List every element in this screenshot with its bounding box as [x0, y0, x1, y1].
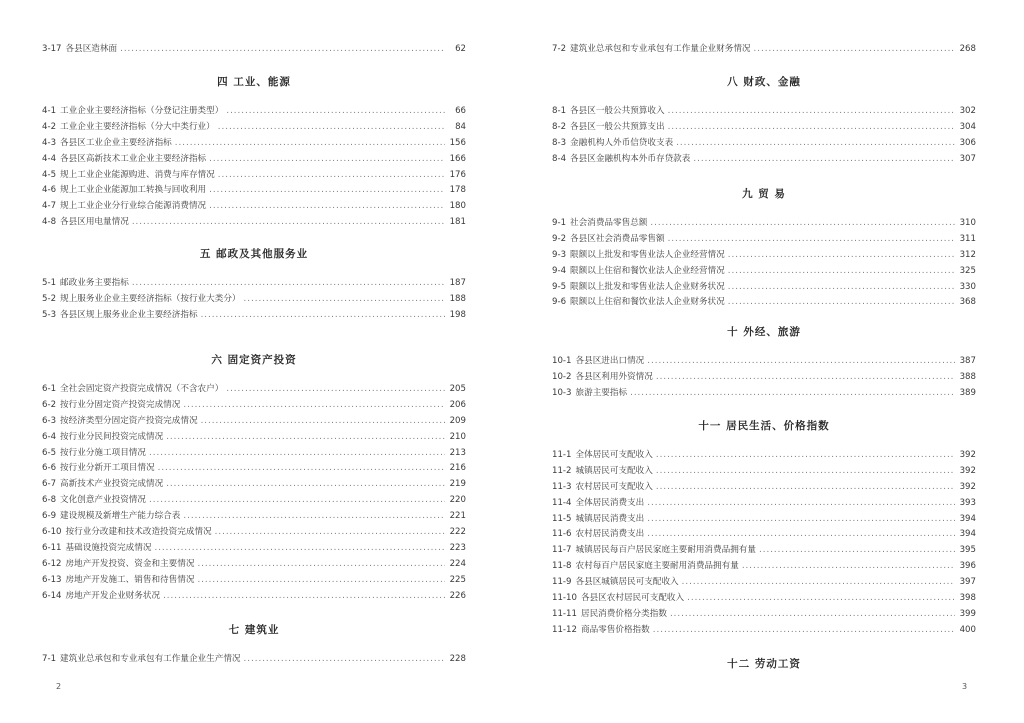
toc-entry[interactable]: [552, 248, 976, 264]
dot-leader: [668, 104, 955, 120]
toc-entry-title: 建筑业总承包和专业承包有工作量企业生产情况: [60, 654, 241, 664]
toc-entry-title: 限额以上批发和零售业法人企业经营情况: [570, 249, 725, 260]
toc-entry[interactable]: [42, 477, 466, 493]
dot-leader: [668, 120, 955, 136]
toc-entry-title: 规上工业企业能源购进、消费与库存情况: [60, 169, 215, 180]
toc-entry-number: 6-6: [42, 463, 57, 474]
toc-entry-page: 222: [449, 527, 466, 538]
toc-entry-title: 按行业分施工项目情况: [60, 447, 146, 458]
toc-entry-page: 400: [959, 624, 976, 635]
toc-entry-page: 178: [449, 185, 466, 196]
toc-section: [42, 622, 466, 668]
toc-entry[interactable]: [552, 527, 976, 543]
toc-entry[interactable]: [552, 591, 976, 607]
toc-entry[interactable]: [552, 280, 976, 296]
toc-entry[interactable]: [42, 414, 466, 430]
dot-leader: [754, 42, 955, 58]
toc-entry[interactable]: [552, 623, 976, 639]
toc-entry-page: 325: [959, 265, 976, 276]
toc-entry-number: 10-1: [552, 356, 572, 366]
dot-leader: [244, 652, 445, 668]
toc-entry[interactable]: [552, 232, 976, 248]
toc-entry-number: 6-1: [42, 384, 57, 394]
dot-leader: [183, 398, 445, 414]
dot-leader: [650, 216, 955, 232]
toc-entry[interactable]: [42, 461, 466, 477]
toc-entry-title: 全社会固定资产投资完成情况（不含农户）: [60, 384, 224, 394]
toc-entry-number: 4-3: [42, 137, 57, 148]
toc-entry-number: 11-8: [552, 561, 572, 572]
toc-entry[interactable]: [552, 42, 976, 58]
toc-entry-title: 全体居民消费支出: [575, 497, 645, 508]
toc-entry-page: 228: [449, 654, 466, 664]
toc-entry[interactable]: [552, 295, 976, 311]
dot-leader: [175, 136, 445, 152]
toc-entry-title: 限额以上住宿和餐饮业法人企业经营情况: [570, 265, 725, 276]
dot-leader: [226, 382, 445, 398]
toc-entry[interactable]: [552, 480, 976, 496]
toc-entry-title: 规上服务业企业主要经济指标（按行业大类分）: [60, 293, 241, 304]
dot-leader: [166, 477, 445, 493]
toc-entry-number: 4-1: [42, 106, 57, 116]
toc-entry[interactable]: [42, 398, 466, 414]
toc-section: [42, 74, 466, 231]
toc-entry-page: 392: [959, 450, 976, 460]
toc-entry-number: 10-3: [552, 387, 572, 398]
dot-leader: [728, 295, 955, 311]
toc-entry-title: 各县区利用外资情况: [575, 371, 653, 382]
toc-entry-title: 各县区一般公共预算收入: [570, 106, 665, 116]
dot-leader: [163, 589, 445, 605]
toc-entry-page: 198: [449, 309, 466, 320]
dot-leader: [209, 183, 445, 199]
section-heading: 四 工业、能源: [217, 76, 291, 88]
dot-leader: [676, 136, 955, 152]
toc-entry-title: 限额以上住宿和餐饮业法人企业财务状况: [570, 297, 725, 308]
dot-leader: [682, 575, 955, 591]
toc-entry-page: 392: [959, 465, 976, 476]
toc-entry-number: 11-4: [552, 497, 572, 508]
dot-leader: [742, 559, 955, 575]
toc-entry-page: 221: [449, 511, 466, 522]
toc-entry-page: 398: [959, 593, 976, 604]
toc-entry[interactable]: [42, 152, 466, 168]
section-heading: 十一 居民生活、价格指数: [698, 420, 830, 432]
toc-entry-title: 按行业分改建和技术改造投资完成情况: [65, 527, 212, 538]
toc-entry-title: 金融机构人外币信贷收支表: [570, 137, 674, 148]
toc-entry-number: 4-6: [42, 185, 57, 196]
dot-leader: [647, 512, 955, 528]
toc-entry-title: 全体居民可支配收入: [575, 450, 653, 460]
toc-entry-title: 工业企业主要经济指标（分大中类行业）: [60, 121, 215, 132]
dot-leader: [728, 280, 955, 296]
toc-entry-number: 8-3: [552, 137, 567, 148]
toc-entry-number: 5-1: [42, 278, 57, 288]
toc-entry-number: 5-2: [42, 293, 57, 304]
toc-entry-title: 各县区用电量情况: [60, 217, 129, 228]
toc-entry[interactable]: [42, 308, 466, 324]
toc-entry-number: 11-6: [552, 529, 572, 540]
toc-entry-title: 房地产开发投资、资金和主要情况: [65, 558, 195, 569]
toc-entry-page: 389: [959, 387, 976, 398]
toc-entry-page: 156: [449, 137, 466, 148]
dot-leader: [244, 292, 445, 308]
toc-entry-title: 文化创意产业投资情况: [60, 495, 146, 506]
toc-entry[interactable]: [42, 104, 466, 120]
toc-entry-number: 11-3: [552, 481, 572, 492]
dot-leader: [728, 264, 955, 280]
toc-entry-page: 330: [959, 281, 976, 292]
toc-entry[interactable]: [552, 104, 976, 120]
toc-entry-number: 11-2: [552, 465, 572, 476]
toc-entry-number: 9-6: [552, 297, 567, 308]
toc-entry-number: 4-4: [42, 153, 57, 164]
toc-entry-page: 306: [959, 137, 976, 148]
toc-entry-number: 6-9: [42, 511, 57, 522]
toc-entry-number: 5-3: [42, 309, 57, 320]
toc-entry-page: 304: [959, 121, 976, 132]
toc-entry-title: 农村居民可支配收入: [575, 481, 653, 492]
toc-entry[interactable]: [552, 216, 976, 232]
toc-entry-title: 各县区城镇居民可支配收入: [575, 577, 679, 588]
toc-entry-page: 387: [959, 356, 976, 366]
toc-entry[interactable]: [42, 42, 466, 58]
dot-leader: [132, 215, 445, 231]
toc-entry-number: 4-2: [42, 121, 57, 132]
toc-entry[interactable]: [552, 120, 976, 136]
toc-entry-page: 394: [959, 529, 976, 540]
toc-entry-page: 307: [959, 153, 976, 164]
toc-entry-page: 396: [959, 561, 976, 572]
toc-entry[interactable]: [552, 264, 976, 280]
dot-leader: [120, 42, 445, 58]
toc-entry-page: 393: [959, 497, 976, 508]
toc-entry-title: 规上工业企业分行业综合能源消费情况: [60, 201, 207, 212]
dot-leader: [201, 308, 445, 324]
toc-entry-title: 城镇居民每百户居民家庭主要耐用消费品拥有量: [575, 545, 756, 556]
toc-entry-page: 205: [449, 384, 466, 394]
toc-entry-number: 6-14: [42, 590, 62, 601]
toc-entry-page: 302: [959, 106, 976, 116]
toc-entry[interactable]: [42, 168, 466, 184]
dot-leader: [653, 623, 955, 639]
toc-entry-page: 84: [455, 121, 466, 132]
toc-entry[interactable]: [552, 386, 976, 402]
toc-entry-title: 建筑业总承包和专业承包有工作量企业财务情况: [570, 44, 751, 54]
toc-entry-page: 399: [959, 608, 976, 619]
toc-entry-page: 216: [449, 463, 466, 474]
toc-entry[interactable]: [552, 607, 976, 623]
toc-entry[interactable]: [552, 370, 976, 386]
toc-entry-title: 各县区造林面: [65, 44, 118, 54]
toc-entry-page: 176: [449, 169, 466, 180]
dot-leader: [158, 461, 445, 477]
toc-entry-number: 3-17: [42, 44, 62, 54]
toc-entry-page: 392: [959, 481, 976, 492]
toc-entry-page: 209: [449, 415, 466, 426]
section-heading: 六 固定资产投资: [211, 354, 297, 366]
toc-entry-number: 11-12: [552, 624, 577, 635]
toc-section: [552, 324, 976, 402]
toc-entry-number: 11-7: [552, 545, 572, 556]
toc-entry-title: 房地产开发施工、销售和待售情况: [65, 574, 195, 585]
dot-leader: [647, 496, 955, 512]
toc-entry-title: 社会消费品零售总额: [570, 218, 648, 228]
toc-entry-title: 农村每百户居民家庭主要耐用消费品拥有量: [575, 561, 739, 572]
toc-entry[interactable]: [552, 496, 976, 512]
toc-entry-title: 商品零售价格指数: [580, 624, 650, 635]
toc-entry-number: 6-13: [42, 574, 62, 585]
toc-entry-number: 4-8: [42, 217, 57, 228]
toc-entry-number: 6-10: [42, 527, 62, 538]
dot-leader: [218, 120, 445, 136]
dot-leader: [166, 430, 445, 446]
dot-leader: [647, 354, 955, 370]
dot-leader: [132, 276, 445, 292]
toc-entry-number: 11-1: [552, 450, 572, 460]
toc-entry-number: 9-4: [552, 265, 567, 276]
toc-entry-number: 6-3: [42, 415, 57, 426]
toc-entry[interactable]: [42, 652, 466, 668]
toc-entry-page: 180: [449, 201, 466, 212]
toc-entry-title: 建设规模及新增生产能力综合表: [60, 511, 181, 522]
right-page: [552, 0, 976, 723]
dot-leader: [218, 168, 445, 184]
dot-leader: [656, 464, 955, 480]
toc-entry-page: 226: [449, 590, 466, 601]
toc-entry[interactable]: [42, 382, 466, 398]
toc-entry-title: 各县区社会消费品零售额: [570, 233, 665, 244]
toc-entry-number: 9-5: [552, 281, 567, 292]
toc-entry-title: 按经济类型分固定资产投资完成情况: [60, 415, 198, 426]
toc-entry-number: 9-1: [552, 218, 567, 228]
toc-entry-number: 11-11: [552, 608, 577, 619]
toc-entry-number: 8-1: [552, 106, 567, 116]
toc-entry[interactable]: [42, 541, 466, 557]
toc-entry[interactable]: [42, 183, 466, 199]
toc-entry-page: 188: [449, 293, 466, 304]
dot-leader: [670, 607, 955, 623]
toc-entry-title: 各县区金融机构本外币存贷款表: [570, 153, 691, 164]
dot-leader: [197, 557, 445, 573]
toc-entry-page: 310: [959, 218, 976, 228]
toc-entry-number: 7-1: [42, 654, 57, 664]
toc-entry-number: 7-2: [552, 44, 567, 54]
dot-leader: [656, 480, 955, 496]
toc-continued-block: [42, 42, 466, 58]
dot-leader: [656, 448, 955, 464]
dot-leader: [197, 573, 445, 589]
toc-entry-title: 按行业分民间投资完成情况: [60, 431, 164, 442]
toc-entry-title: 房地产开发企业财务状况: [65, 590, 161, 601]
toc-entry-title: 限额以上批发和零售业法人企业财务状况: [570, 281, 725, 292]
toc-entry-number: 6-7: [42, 479, 57, 490]
right-page-number: 3: [962, 682, 968, 691]
toc-entry[interactable]: [42, 573, 466, 589]
toc-entry[interactable]: [42, 525, 466, 541]
dot-leader: [656, 370, 955, 386]
toc-entry-title: 按行业分新开工项目情况: [60, 463, 155, 474]
toc-entry-page: 368: [959, 297, 976, 308]
toc-entry[interactable]: [42, 557, 466, 573]
dot-leader: [226, 104, 445, 120]
toc-entry-number: 9-2: [552, 233, 567, 244]
toc-section: [552, 186, 976, 311]
dot-leader: [687, 591, 955, 607]
toc-entry-number: 8-4: [552, 153, 567, 164]
toc-entry-page: 397: [959, 577, 976, 588]
dot-leader: [215, 525, 445, 541]
toc-entry[interactable]: [42, 493, 466, 509]
toc-entry-page: 206: [449, 399, 466, 410]
dot-leader: [201, 414, 445, 430]
toc-entry-page: 62: [455, 44, 466, 54]
toc-entry-page: 394: [959, 513, 976, 524]
dot-leader: [693, 152, 955, 168]
dot-leader: [759, 543, 955, 559]
toc-section: [552, 656, 976, 686]
toc-section: [552, 74, 976, 168]
toc-entry-page: 224: [449, 558, 466, 569]
left-page-number: 2: [56, 682, 62, 691]
toc-entry-title: 各县区农村居民可支配收入: [580, 593, 685, 604]
dot-leader: [728, 248, 955, 264]
toc-entry[interactable]: [42, 136, 466, 152]
section-heading: 九 贸 易: [742, 188, 786, 200]
toc-entry-page: 268: [959, 44, 976, 54]
toc-entry-page: 187: [449, 278, 466, 288]
toc-entry[interactable]: [42, 215, 466, 231]
toc-entry-page: 213: [449, 447, 466, 458]
section-heading: 十 外经、旅游: [727, 326, 801, 338]
toc-entry-page: 220: [449, 495, 466, 506]
toc-entry-title: 邮政业务主要指标: [60, 278, 129, 288]
toc-entry[interactable]: [42, 509, 466, 525]
toc-entry-title: 各县区一般公共预算支出: [570, 121, 665, 132]
section-heading: 八 财政、金融: [727, 76, 801, 88]
toc-entry-title: 基础设施投资完成情况: [65, 542, 152, 553]
toc-entry-number: 6-8: [42, 495, 57, 506]
toc-entry-number: 6-4: [42, 431, 57, 442]
toc-entry-number: 11-9: [552, 577, 572, 588]
section-heading: 十二 劳动工资: [727, 658, 801, 670]
toc-entry-page: 223: [449, 542, 466, 553]
toc-entry-number: 6-12: [42, 558, 62, 569]
toc-entry-number: 11-10: [552, 593, 577, 604]
toc-entry-title: 高新技术产业投资完成情况: [60, 479, 164, 490]
toc-entry-page: 166: [449, 153, 466, 164]
toc-entry-page: 312: [959, 249, 976, 260]
toc-entry-number: 4-7: [42, 201, 57, 212]
toc-entry-page: 219: [449, 479, 466, 490]
toc-entry-title: 居民消费价格分类指数: [580, 608, 667, 619]
toc-entry-page: 66: [455, 106, 466, 116]
toc-entry[interactable]: [42, 292, 466, 308]
toc-entry-title: 城镇居民消费支出: [575, 513, 645, 524]
dot-leader: [183, 509, 445, 525]
toc-continued-block: [552, 42, 976, 58]
toc-entry[interactable]: [552, 136, 976, 152]
toc-entry-number: 11-5: [552, 513, 572, 524]
toc-entry-number: 6-5: [42, 447, 57, 458]
toc-entry-title: 按行业分固定资产投资完成情况: [60, 399, 181, 410]
toc-entry[interactable]: [552, 354, 976, 370]
toc-entry-page: 311: [959, 233, 976, 244]
toc-entry-title: 旅游主要指标: [575, 387, 628, 398]
toc-entry-number: 10-2: [552, 371, 572, 382]
toc-entry-title: 农村居民消费支出: [575, 529, 645, 540]
toc-entry-title: 各县区进出口情况: [575, 356, 645, 366]
toc-section: [42, 246, 466, 324]
toc-entry[interactable]: [42, 120, 466, 136]
toc-entry[interactable]: [42, 199, 466, 215]
toc-entry[interactable]: [42, 446, 466, 462]
dot-leader: [149, 446, 445, 462]
toc-entry[interactable]: [42, 276, 466, 292]
toc-section: [42, 352, 466, 604]
toc-entry-page: 181: [449, 217, 466, 228]
dot-leader: [209, 199, 445, 215]
toc-entry[interactable]: [552, 512, 976, 528]
toc-entry-page: 210: [449, 431, 466, 442]
toc-entry-number: 4-5: [42, 169, 57, 180]
toc-entry-title: 规上工业企业能源加工转换与回收利用: [60, 185, 207, 196]
toc-entry[interactable]: [552, 575, 976, 591]
toc-entry-title: 工业企业主要经济指标（分登记注册类型）: [60, 106, 224, 116]
section-heading: 五 邮政及其他服务业: [199, 248, 309, 260]
dot-leader: [154, 541, 445, 557]
left-page: [42, 0, 466, 723]
toc-entry[interactable]: [552, 448, 976, 464]
toc-entry-title: 各县区高新技术工业企业主要经济指标: [60, 153, 207, 164]
toc-entry-number: 6-2: [42, 399, 57, 410]
toc-entry-page: 225: [449, 574, 466, 585]
toc-entry[interactable]: [42, 430, 466, 446]
toc-entry[interactable]: [552, 559, 976, 575]
dot-leader: [668, 232, 955, 248]
dot-leader: [209, 152, 445, 168]
toc-entry-page: 388: [959, 371, 976, 382]
toc-entry[interactable]: [552, 152, 976, 168]
section-heading: 七 建筑业: [228, 624, 280, 636]
toc-entry[interactable]: [42, 589, 466, 605]
toc-entry-page: 395: [959, 545, 976, 556]
toc-entry-title: 各县区规上服务业企业主要经济指标: [60, 309, 198, 320]
toc-entry-number: 6-11: [42, 542, 62, 553]
dot-leader: [647, 527, 955, 543]
toc-entry[interactable]: [552, 464, 976, 480]
toc-entry-title: 城镇居民可支配收入: [575, 465, 653, 476]
dot-leader: [630, 386, 955, 402]
toc-entry-number: 8-2: [552, 121, 567, 132]
toc-entry[interactable]: [552, 543, 976, 559]
toc-section: [552, 418, 976, 639]
toc-entry-number: 9-3: [552, 249, 567, 260]
toc-entry-title: 各县区工业企业主要经济指标: [60, 137, 172, 148]
dot-leader: [149, 493, 445, 509]
